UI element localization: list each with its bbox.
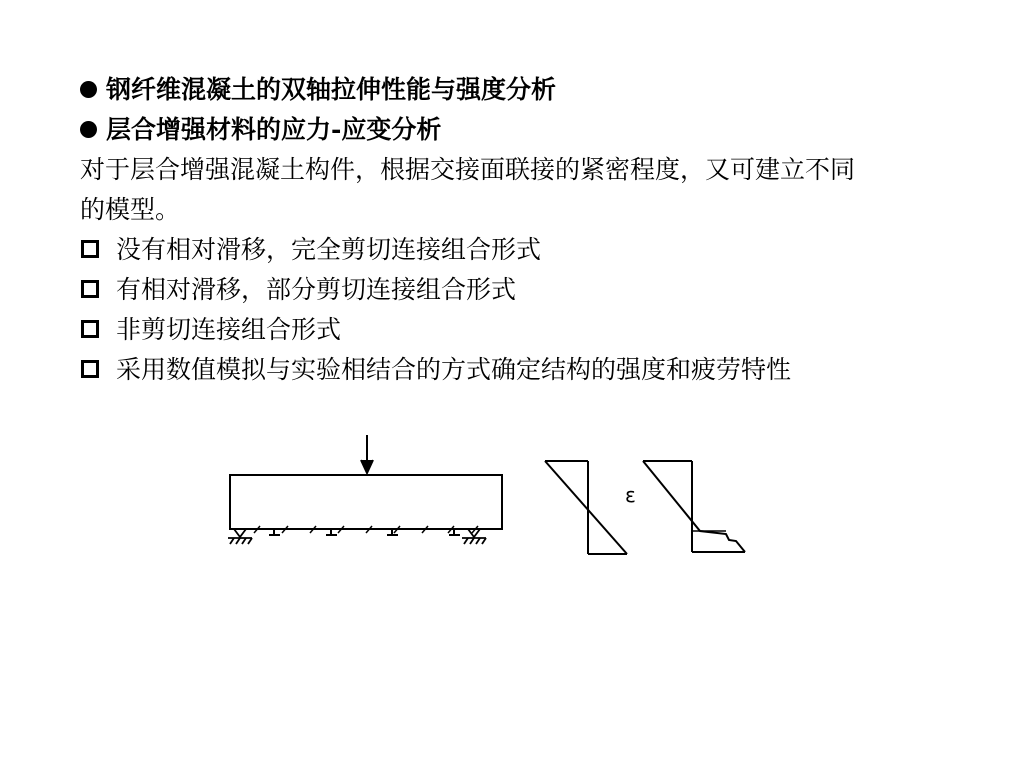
filled-circle-bullet-icon bbox=[80, 121, 97, 138]
hollow-square-bullet-icon bbox=[81, 240, 99, 258]
beam-strain-figure bbox=[220, 430, 760, 569]
bullet-text: 钢纤维混凝土的双轴拉伸性能与强度分析 bbox=[106, 75, 557, 104]
strain-distribution-line-with-slip bbox=[643, 461, 745, 552]
square-bullet-item bbox=[80, 350, 980, 390]
left-support-icon bbox=[228, 529, 252, 544]
load-arrow-head-icon bbox=[361, 460, 373, 473]
strain-diagram-partial-slip bbox=[643, 461, 745, 552]
filled-circle-bullet-icon bbox=[80, 81, 97, 98]
strain-symbol-label: ε bbox=[625, 483, 636, 507]
bullet-text: 没有相对滑移，完全剪切连接组合形式 bbox=[116, 235, 542, 264]
square-bullet-item bbox=[80, 230, 980, 270]
square-bullet-item bbox=[80, 270, 980, 310]
hollow-square-bullet-icon bbox=[81, 360, 99, 378]
beam-strain-diagram bbox=[220, 430, 760, 565]
bullet-text: 非剪切连接组合形式 bbox=[116, 315, 342, 344]
bullet-text: 有相对滑移，部分剪切连接组合形式 bbox=[116, 275, 517, 304]
bullet-text: 采用数值模拟与实验相结合的方式确定结构的强度和疲劳特性 bbox=[116, 355, 792, 384]
strain-diagram-full-composite bbox=[545, 461, 627, 554]
hollow-square-bullet-icon bbox=[81, 320, 99, 338]
strain-distribution-line bbox=[545, 461, 627, 554]
composite-beam bbox=[228, 435, 502, 544]
hollow-square-bullet-icon bbox=[81, 280, 99, 298]
beam-body bbox=[230, 475, 502, 529]
bullet-text: 层合增强材料的应力-应变分析 bbox=[106, 115, 442, 144]
square-bullet-item bbox=[80, 310, 980, 350]
bold-bullet-item bbox=[80, 70, 980, 110]
bold-bullet-item bbox=[80, 110, 980, 150]
slide-content bbox=[80, 70, 980, 390]
paragraph-line: 对于层合增强混凝土构件，根据交接面联接的紧密程度，又可建立不同 bbox=[80, 155, 856, 184]
paragraph-line: 的模型。 bbox=[80, 195, 181, 224]
